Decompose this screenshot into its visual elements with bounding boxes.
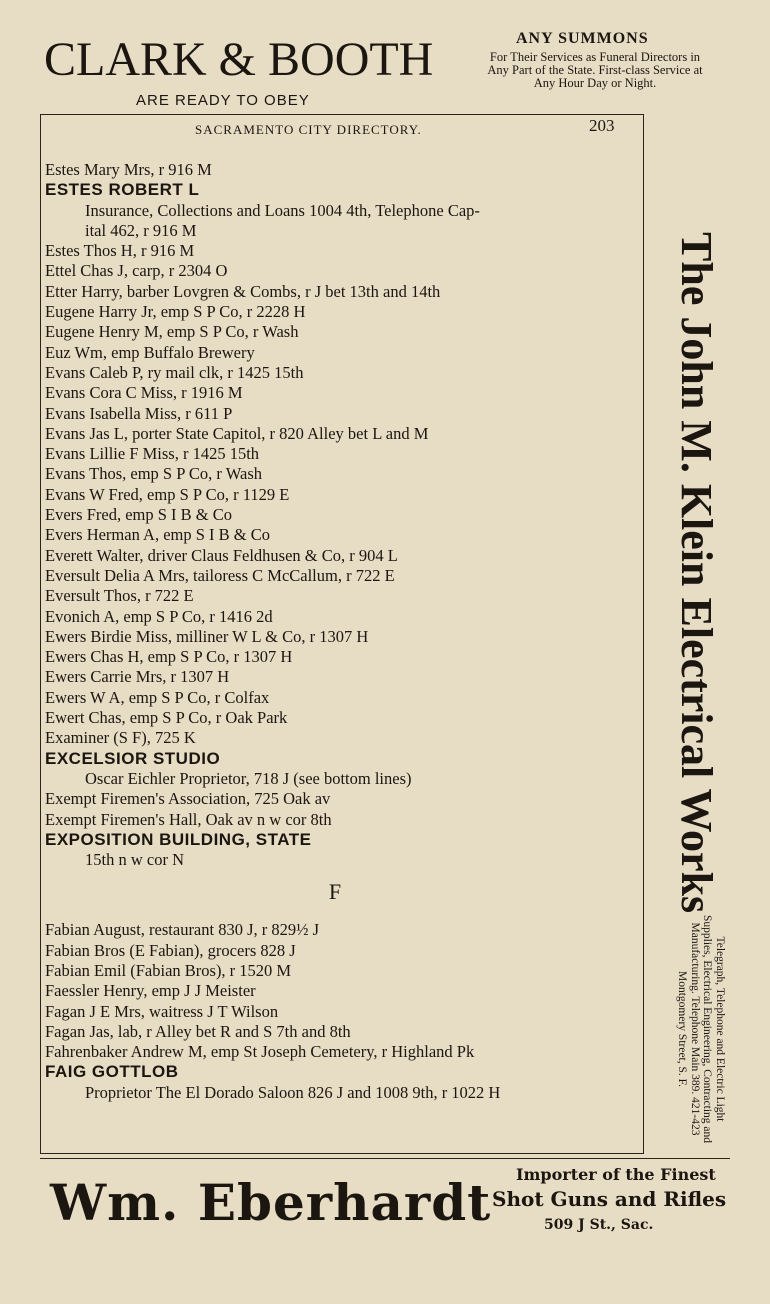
directory-entry: Eversult Thos, r 722 E	[45, 586, 194, 606]
bottom-ad-name: Wm. Eberhardt	[50, 1173, 492, 1232]
top-ad-tagline: ARE READY TO OBEY	[136, 92, 310, 109]
directory-entry: Estes Mary Mrs, r 916 M	[45, 160, 212, 179]
directory-entry: Fagan Jas, lab, r Alley bet R and S 7th and 8th	[45, 1021, 351, 1041]
directory-entry: Examiner (S F), 725 K	[45, 728, 196, 748]
bottom-ad-line1: Importer of the Finest	[516, 1165, 716, 1184]
directory-entry: Insurance, Collections and Loans 1004 4th, Telephone Cap-	[85, 200, 480, 220]
page-number: 203	[589, 116, 615, 135]
section-letter: F	[328, 879, 342, 905]
directory-entry: Evans Lillie F Miss, r 1425 15th	[45, 444, 260, 464]
directory-entry: Ewert Chas, emp S P Co, r Oak Park	[45, 708, 288, 728]
directory-entry: Fagan J E Mrs, waitress J T Wilson	[45, 1001, 279, 1021]
directory-entry: Evans Jas L, porter State Capitol, r 820 Alley bet L and M	[45, 423, 429, 443]
directory-entry: Evans Thos, emp S P Co, r Wash	[45, 464, 262, 484]
directory-entry: Ewers Birdie Miss, milliner W L & Co, r 1307 H	[45, 626, 369, 646]
directory-entry: Eugene Harry Jr, emp S P Co, r 2228 H	[45, 302, 306, 322]
directory-entry: Evers Fred, emp S I B & Co	[45, 505, 232, 525]
directory-entry: Evonich A, emp S P Co, r 1416 2d	[45, 606, 273, 626]
top-ad-heading: ANY SUMMONS	[516, 30, 649, 47]
directory-entry: Eugene Henry M, emp S P Co, r Wash	[45, 322, 299, 342]
directory-entry: Evans Isabella Miss, r 611 P	[45, 403, 233, 423]
directory-entry: Evers Herman A, emp S I B & Co	[45, 525, 271, 545]
top-advertisement	[40, 22, 720, 114]
directory-entry: Ettel Chas J, carp, r 2304 O	[45, 261, 228, 281]
directory-entry: Everett Walter, driver Claus Feldhusen & Co, r 904 L	[45, 545, 398, 565]
directory-entry: Etter Harry, barber Lovgren & Combs, r J bet 13th and 14th	[45, 281, 441, 301]
directory-entry: Exempt Firemen's Association, 725 Oak av	[45, 789, 331, 809]
entry-heading: EXPOSITION BUILDING, STATE	[45, 829, 312, 849]
top-ad-name: CLARK & BOOTH	[44, 33, 434, 86]
entry-heading: EXCELSIOR STUDIO	[45, 748, 221, 768]
directory-entry: Evans Caleb P, ry mail clk, r 1425 15th	[45, 362, 304, 382]
top-ad-body: For Their Services as Funeral Directors in Any Part of the State. First-class Service at Any Hour Day or Night.	[487, 50, 703, 90]
side-ad-body: Telegraph, Telephone and Electric Light Supplies, Electrical Engineering, Contracting and Manufacturing. Telephone Main 389. 421-423 Montgomery Street, S. F.	[676, 914, 726, 1144]
bottom-advertisement	[40, 1158, 730, 1249]
directory-entry: Evans W Fred, emp S P Co, r 1129 E	[45, 484, 290, 504]
entry-heading: ESTES ROBERT L	[45, 180, 200, 200]
side-ad-name: The John M. Klein Electrical Works	[672, 232, 721, 914]
directory-entry: Fabian Emil (Fabian Bros), r 1520 M	[45, 960, 292, 980]
directory-entry: Ewers Chas H, emp S P Co, r 1307 H	[45, 647, 293, 667]
directory-entry: Fabian August, restaurant 830 J, r 829½ J	[45, 920, 320, 940]
directory-entry: Fahrenbaker Andrew M, emp St Joseph Cemetery, r Highland Pk	[45, 1042, 475, 1062]
directory-entry: Proprietor The El Dorado Saloon 826 J and 1008 9th, r 1022 H	[85, 1082, 501, 1102]
bottom-ad-line3: 509 J St., Sac.	[544, 1217, 654, 1233]
directory-entry: 15th n w cor N	[85, 850, 184, 870]
directory-entry: Ewers Carrie Mrs, r 1307 H	[45, 667, 230, 687]
directory-title: SACRAMENTO CITY DIRECTORY.	[195, 122, 422, 137]
directory-entry: Fabian Bros (E Fabian), grocers 828 J	[45, 940, 296, 960]
directory-entry: ital 462, r 916 M	[85, 220, 197, 240]
directory-entries	[45, 160, 645, 1103]
directory-entry: Faessler Henry, emp J J Meister	[45, 981, 256, 1001]
entry-heading: FAIG GOTTLOB	[45, 1062, 179, 1082]
directory-entry: Estes Thos H, r 916 M	[45, 241, 195, 261]
directory-entry: Evans Cora C Miss, r 1916 M	[45, 383, 243, 403]
side-advertisement	[644, 114, 730, 1154]
directory-entry: Eversult Delia A Mrs, tailoress C McCallum, r 722 E	[45, 565, 395, 585]
running-header	[40, 114, 644, 140]
directory-entry: Euz Wm, emp Buffalo Brewery	[45, 342, 255, 362]
directory-entry: Exempt Firemen's Hall, Oak av n w cor 8th	[45, 809, 332, 829]
directory-entry: Ewers W A, emp S P Co, r Colfax	[45, 687, 270, 707]
bottom-ad-line2: Shot Guns and Rifles	[492, 1187, 727, 1211]
directory-entry: Oscar Eichler Proprietor, 718 J (see bottom lines)	[85, 768, 412, 788]
